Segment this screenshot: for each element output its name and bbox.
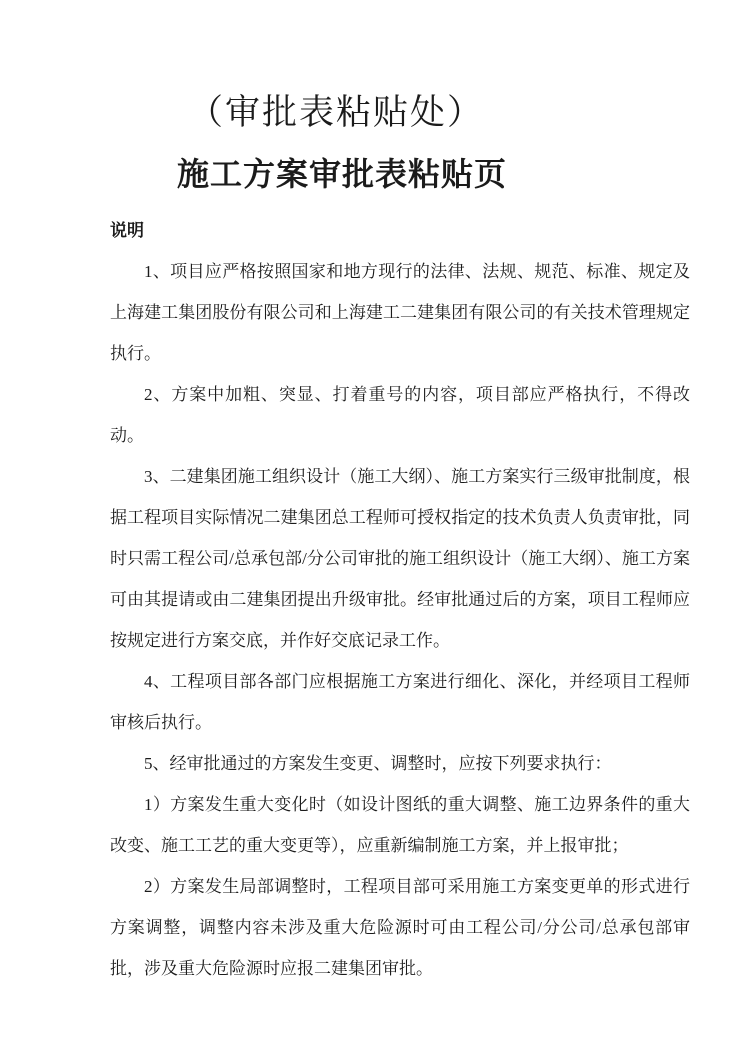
note-paragraph-4: 4、工程项目部各部门应根据施工方案进行细化、深化，并经项目工程师审核后执行。: [110, 672, 690, 732]
note-subitem-1: 1）方案发生重大变化时（如设计图纸的重大调整、施工边界条件的重大改变、施工工艺的重大变更等），应重新编制施工方案，并上报审批；: [110, 795, 690, 855]
notes-section-heading: 说明: [110, 221, 144, 240]
note-paragraph-2: 2、方案中加粗、突显、打着重号的内容，项目部应严格执行，不得改动。: [110, 385, 690, 445]
page-title: 施工方案审批表粘贴页: [177, 156, 508, 192]
note-paragraph-3: 3、二建集团施工组织设计（施工大纲）、施工方案实行三级审批制度，根据工程项目实际情况二建集团总工程师可授权指定的技术负责人负责审批，同时只需工程公司/总承包部/分公司审批的施工组织设计（施工大纲）、施工方案可由其提请或由二建集团提出升级审批。经审批通过后的方案，项目工程师应按规定进行方案交底，并作好交底记录工作。: [110, 467, 690, 650]
note-subitem-2: 2）方案发生局部调整时，工程项目部可采用施工方案变更单的形式进行方案调整，调整内容未涉及重大危险源时可由工程公司/分公司/总承包部审批，涉及重大危险源时应报二建集团审批。: [110, 877, 690, 978]
note-paragraph-1: 1、项目应严格按照国家和地方现行的法律、法规、规范、标准、规定及上海建工集团股份有限公司和上海建工二建集团有限公司的有关技术管理规定执行。: [110, 262, 690, 363]
approval-form-paste-area-label: （审批表粘贴处）: [188, 93, 485, 132]
note-paragraph-5: 5、经审批通过的方案发生变更、调整时，应按下列要求执行：: [144, 754, 612, 773]
